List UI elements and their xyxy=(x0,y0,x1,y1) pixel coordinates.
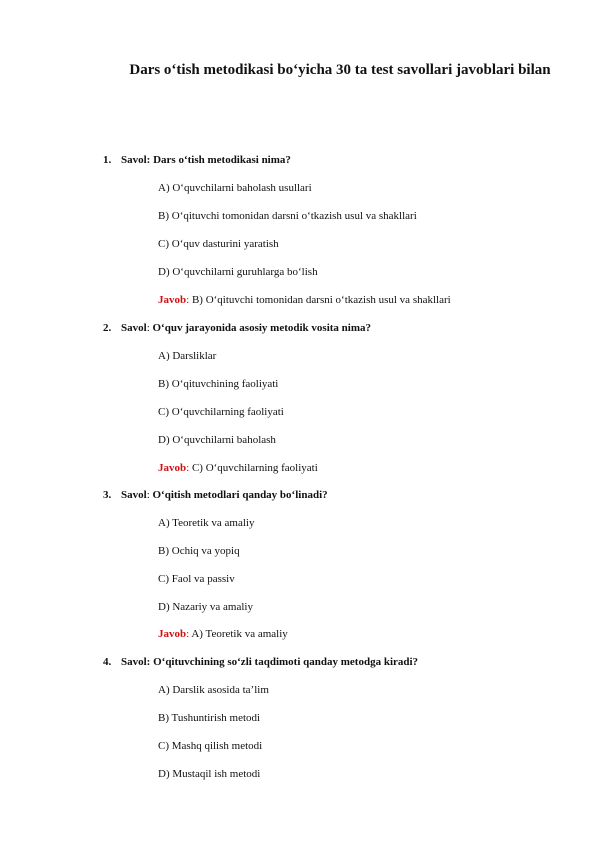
option-c: C) Mashq qilish metodi xyxy=(158,740,263,752)
question-text: O‘quv jarayonida asosiy metodik vosita nima? xyxy=(152,322,371,334)
answer-text: A) Teoretik va amaliy xyxy=(189,628,288,640)
option-c: C) O‘quvchilarning faoliyati xyxy=(158,406,284,418)
option-a: A) Teoretik va amaliy xyxy=(158,517,255,529)
answer-line: Javob: A) Teoretik va amaliy xyxy=(158,628,288,640)
answer-line: Javob: B) O‘qituvchi tomonidan darsni o‘tkazish usul va shakllari xyxy=(158,294,451,306)
option-b: B) O‘qituvchining faoliyati xyxy=(158,378,279,390)
question-label: Savol: xyxy=(121,154,154,166)
answer-label: Javob xyxy=(158,628,187,640)
option-a: A) Darsliklar xyxy=(158,350,217,362)
question-4 xyxy=(103,655,418,669)
question-text: Dars o‘tish metodikasi nima? xyxy=(153,154,291,166)
question-label: Savol xyxy=(121,322,147,334)
document-title: Dars o‘tish metodikasi bo‘yicha 30 ta test savollari javoblari bilan xyxy=(129,62,551,78)
option-d: D) Mustaqil ish metodi xyxy=(158,768,261,780)
option-d: D) O‘quvchilarni baholash xyxy=(158,434,276,446)
option-b: B) Ochiq va yopiq xyxy=(158,545,240,557)
option-d: D) O‘quvchilarni guruhlarga bo‘lish xyxy=(158,266,318,278)
question-2: 2. Savol: O‘quv jarayonida asosiy metodik vosita nima? xyxy=(103,322,371,334)
option-b: B) O‘qituvchi tomonidan darsni o‘tkazish usul va shakllari xyxy=(158,210,417,222)
question-text: O‘qitish metodlari qanday bo‘linadi? xyxy=(152,489,328,501)
answer-line: Javob: C) O‘quvchilarning faoliyati xyxy=(158,462,318,474)
answer-text: C) O‘quvchilarning faoliyati xyxy=(189,462,318,474)
question-number: 4. xyxy=(103,656,112,668)
option-d: D) Nazariy va amaliy xyxy=(158,601,253,613)
answer-label: Javob xyxy=(158,462,187,474)
question-text: O‘qituvchining so‘zli taqdimoti qanday metodga kiradi? xyxy=(153,656,419,668)
option-b: B) Tushuntirish metodi xyxy=(158,712,261,724)
question-1 xyxy=(103,153,291,167)
question-label: Savol: xyxy=(121,656,154,668)
option-c: C) O‘quv dasturini yaratish xyxy=(158,238,279,250)
question-3: 3. Savol: O‘qitish metodlari qanday bo‘linadi? xyxy=(103,489,328,501)
answer-label: Javob xyxy=(158,294,187,306)
question-number: 1. xyxy=(103,154,112,166)
option-a: A) O‘quvchilarni baholash usullari xyxy=(158,182,312,194)
option-c: C) Faol va passiv xyxy=(158,573,235,585)
question-number: 2. xyxy=(103,322,112,334)
question-label: Savol xyxy=(121,489,147,501)
option-a: A) Darslik asosida ta’lim xyxy=(158,684,269,696)
question-number: 3. xyxy=(103,489,112,501)
answer-text: B) O‘qituvchi tomonidan darsni o‘tkazish usul va shakllari xyxy=(189,294,451,306)
